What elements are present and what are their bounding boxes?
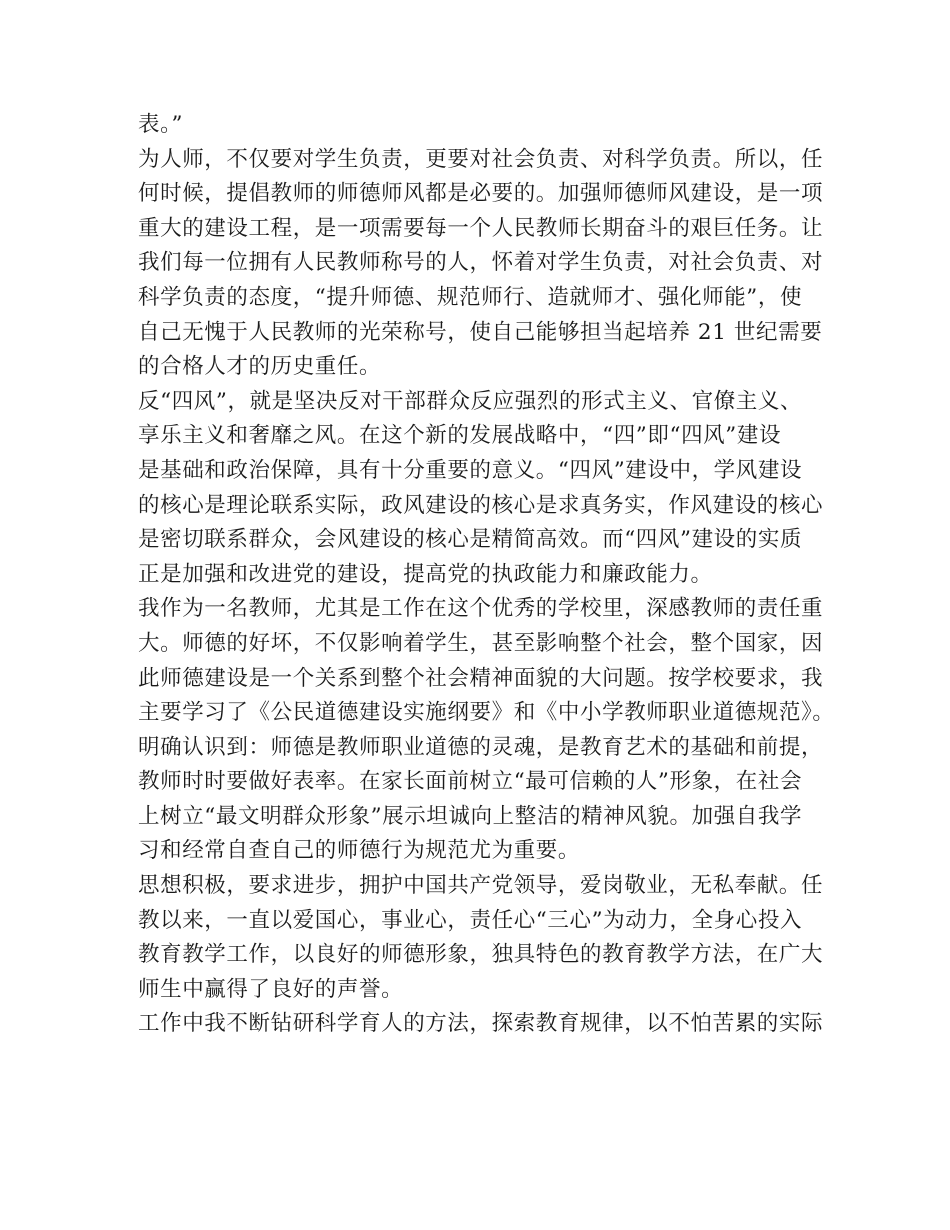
text-line: 思想积极，要求进步，拥护中国共产党领导，爱岗敬业，无私奉献。任 [138, 873, 824, 899]
paragraph-work-method [138, 1007, 824, 1042]
text-line: 教育教学工作，以良好的师德形象，独具特色的教育教学方法，在广大 [138, 942, 824, 968]
text-line: 我作为一名教师，尤其是工作在这个优秀的学校里，深感教师的责任重 [138, 596, 824, 622]
text-line: 工作中我不断钻研科学育人的方法，探索教育规律，以不怕苦累的实际 [138, 1011, 824, 1037]
paragraph-closing-quote [138, 108, 814, 143]
text-line: 明确认识到：师德是教师职业道德的灵魂，是教育艺术的基础和前提， [138, 734, 824, 760]
text-line: 是基础和政治保障，具有十分重要的意义。“四风”建设中，学风建设 [138, 457, 803, 483]
text-line: 重大的建设工程，是一项需要每一个人民教师长期奋斗的艰巨任务。让 [138, 215, 824, 241]
text-line: 为人师，不仅要对学生负责，更要对社会负责、对科学负责。所以，任 [138, 146, 824, 172]
text-line: 习和经常自查自己的师德行为规范尤为重要。 [138, 838, 581, 864]
text-line: 我们每一位拥有人民教师称号的人，怀着对学生负责，对社会负责、对 [138, 250, 824, 276]
text-line: 反“四风”，就是坚决反对干部群众反应强烈的形式主义、官僚主义、 [138, 388, 803, 414]
text-line: 自己无愧于人民教师的光荣称号，使自己能够担当起培养 21 世纪需要 [138, 319, 823, 345]
text-line: 此师德建设是一个关系到整个社会精神面貌的大问题。按学校要求，我 [138, 665, 824, 691]
text-line: 表。” [138, 112, 184, 137]
text-line: 何时候，提倡教师的师德师风都是必要的。加强师德师风建设，是一项 [138, 181, 824, 207]
text-line: 教以来，一直以爱国心，事业心，责任心“三心”为动力，全身心投入 [138, 907, 803, 933]
paragraph-teacher-ethics [138, 592, 835, 869]
text-line: 教师时时要做好表率。在家长面前树立“最可信赖的人”形象，在社会 [138, 769, 803, 795]
text-line: 享乐主义和奢靡之风。在这个新的发展战略中，“四”即“四风”建设 [138, 423, 782, 449]
text-line: 是密切联系群众，会风建设的核心是精简高效。而“四风”建设的实质 [138, 527, 803, 553]
text-line: 的合格人才的历史重任。 [138, 354, 382, 380]
text-line: 主要学习了《公民道德建设实施纲要》和《中小学教师职业道德规范》。 [138, 700, 835, 726]
paragraph-teacher-responsibility [138, 143, 824, 385]
text-line: 科学负责的态度，“提升师德、规范师行、造就师才、强化师能”，使 [138, 284, 803, 310]
document-body [138, 108, 835, 1042]
paragraph-four-winds [138, 385, 824, 593]
paragraph-ideology [138, 869, 824, 1007]
text-line: 大。师德的好坏，不仅影响着学生，甚至影响整个社会，整个国家，因 [138, 630, 824, 656]
text-line: 师生中赢得了良好的声誉。 [138, 976, 404, 1002]
text-line: 上树立“最文明群众形象”展示坦诚向上整洁的精神风貌。加强自我学 [138, 803, 803, 829]
text-line: 的核心是理论联系实际，政风建设的核心是求真务实，作风建设的核心 [138, 492, 824, 518]
text-line: 正是加强和改进党的建设，提高党的执政能力和廉政能力。 [138, 561, 713, 587]
